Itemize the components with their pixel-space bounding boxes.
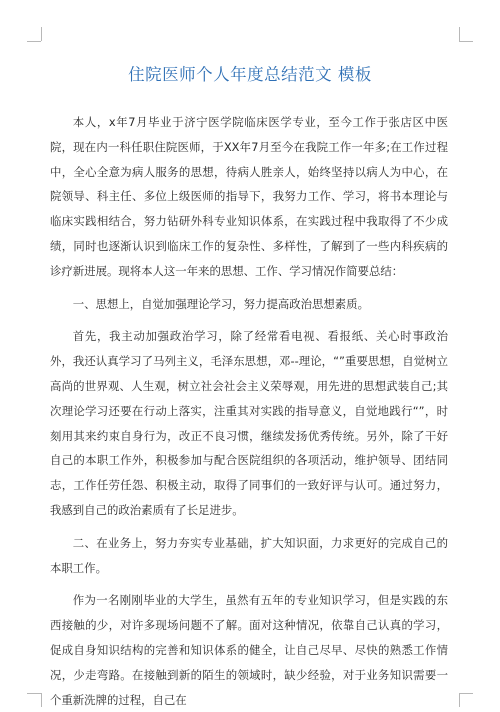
crop-mark-bottom-left-v xyxy=(41,693,42,707)
crop-mark-bottom-right-v xyxy=(459,693,460,707)
crop-mark-bottom-right-h xyxy=(459,693,473,694)
crop-mark-top-left-h xyxy=(27,41,41,42)
crop-mark-top-left-v xyxy=(41,27,42,41)
paragraph-business: 作为一名刚刚毕业的大学生，虽然有五年的专业知识学习，但是实践的东西接触的少，对许多现场问题不了解。面对这种情况，依靠自己认真的学习，促成自身知识结构的完善和知识体系的健全，让自己尽早、尽快的熟悉工作情况，少走弯路。在接触到新的陌生的领域时，缺少经验，对于业务知识需要一个重新洗牌的过程，自己在 xyxy=(50,593,448,707)
document-body xyxy=(50,110,448,712)
paragraph-thought: 首先，我主动加强政治学习，除了经常看电视、看报纸、关心时事政治外，我还认真学习了马列主义，毛泽东思想，邓--理论，“”重要思想，自觉树立高尚的世界观、人生观，树立社会社会主义荣辱观，用先进的思想武装自己;其次理论学习还要在行动上落实，注重其对实践的指导意义，自觉地践行“”，时刻用其来约束自身行为，改正不良习惯，继续发扬优秀传统。另外，除了干好自己的本职工作外，积极参加与配合医院组织的各项活动，维护领导、团结同志，工作任劳任怨、积极主动，取得了同事们的一致好评与认可。通过努力，我感到自己的政治素质有了长足进步。 xyxy=(50,329,448,517)
crop-mark-top-right-v xyxy=(459,27,460,41)
crop-mark-bottom-left-h xyxy=(27,693,41,694)
crop-mark-top-right-h xyxy=(459,41,473,42)
paragraph-intro: 本人，x年7月毕业于济宁医学院临床医学专业，至今工作于张店区中医院，现在内一科任职住院医师，于XX年7月至今在我院工作一年多;在工作过程中，全心全意为病人服务的思想，待病人胜亲人，始终坚持以病人为中心，在院领导、科主任、多位上级医师的指导下，我努力工作、学习，将书本理论与临床实践相结合，努力钻研外科专业知识体系，在实践过程中我取得了不少成绩，同时也逐渐认识到临床工作的复杂性、多样性，了解到了一些内科疾病的诊疗新进展。现将本人这一年来的思想、工作、学习情况作简要总结： xyxy=(50,115,448,278)
section-heading-business: 二、在业务上，努力夯实专业基础，扩大知识面，力求更好的完成自己的本职工作。 xyxy=(50,535,448,575)
document-title: 住院医师个人年度总结范文 模板 xyxy=(128,65,372,84)
section-heading-thought: 一、思想上，自觉加强理论学习，努力提高政治思想素质。 xyxy=(72,296,369,311)
